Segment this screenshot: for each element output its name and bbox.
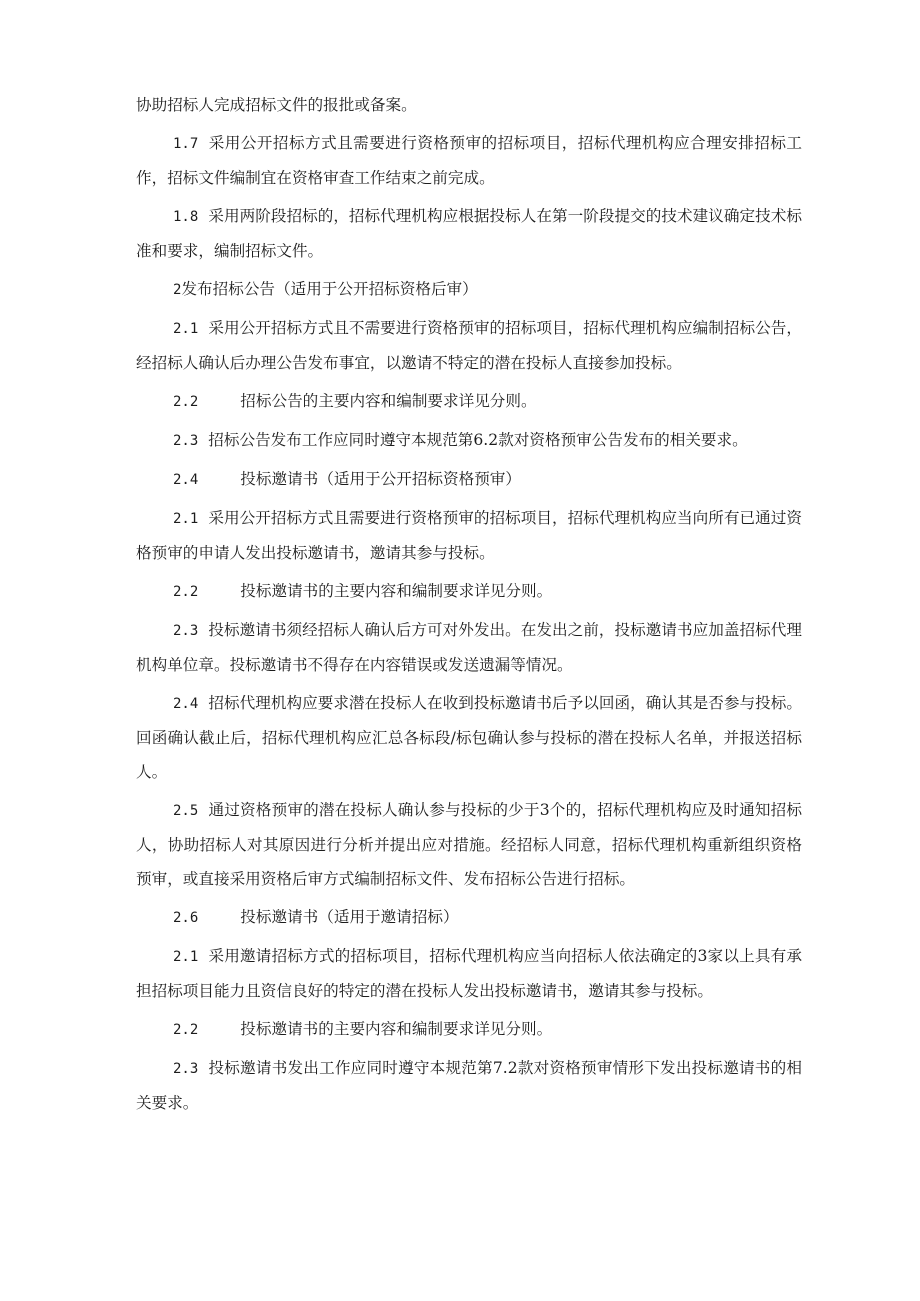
paragraph-text: 采用公开招标方式且不需要进行资格预审的招标项目，招标代理机构应编制招标公告，经招标人确认后办理公告发布事宜，以邀请不特定的潜在投标人直接参加投标。 <box>136 319 802 372</box>
paragraph-2-1 <box>136 939 802 1008</box>
section-number: 2.3 <box>173 433 199 449</box>
paragraph-2-3 <box>136 613 802 682</box>
paragraph-2-2 <box>136 384 802 419</box>
paragraph-text: 投标邀请书的主要内容和编制要求详见分则。 <box>240 582 553 600</box>
section-number: 2.4 <box>173 472 199 488</box>
paragraph-text: 招标公告的主要内容和编制要求详见分则。 <box>240 392 537 410</box>
section-number: 2 <box>173 282 182 298</box>
paragraph-1-7 <box>136 126 802 195</box>
section-number: 2.5 <box>173 803 199 819</box>
paragraph-2-2 <box>136 574 802 609</box>
section-heading-2-4 <box>136 462 802 497</box>
paragraph-2-3 <box>136 1051 802 1120</box>
paragraph-2-3 <box>136 423 802 458</box>
paragraph-text: 通过资格预审的潜在投标人确认参与投标的少于3个的，招标代理机构应及时通知招标人，协助招标人对其原因进行分析并提出应对措施。经招标人同意，招标代理机构重新组织资格预审，或直接采用资格后审方式编制招标文件、发布招标公告进行招标。 <box>136 801 802 888</box>
section-number: 2.4 <box>173 696 199 712</box>
section-number: 1.7 <box>173 136 199 152</box>
paragraph-text: 采用邀请招标方式的招标项目，招标代理机构应当向招标人依法确定的3家以上具有承担招标项目能力且资信良好的特定的潜在投标人发出投标邀请书，邀请其参与投标。 <box>136 947 802 1000</box>
paragraph-text: 采用公开招标方式且需要进行资格预审的招标项目，招标代理机构应合理安排招标工作，招标文件编制宜在资格审查工作结束之前完成。 <box>136 134 802 187</box>
section-number: 2.3 <box>173 1061 199 1077</box>
section-heading-text: 投标邀请书（适用于公开招标资格预审） <box>240 470 521 488</box>
paragraph-text: 采用两阶段招标的，招标代理机构应根据投标人在第一阶段提交的技术建议确定技术标准和要求，编制招标文件。 <box>136 207 802 260</box>
document-body <box>136 88 802 1124</box>
section-number: 2.1 <box>173 949 199 965</box>
paragraph-text: 协助招标人完成招标文件的报批或备案。 <box>136 96 417 114</box>
section-number: 2.2 <box>173 394 199 410</box>
paragraph-2-1 <box>136 501 802 570</box>
paragraph-text: 采用公开招标方式且需要进行资格预审的招标项目，招标代理机构应当向所有已通过资格预审的申请人发出投标邀请书，邀请其参与投标。 <box>136 509 802 562</box>
section-heading-text: 发布招标公告（适用于公开招标资格后审） <box>181 280 478 298</box>
section-heading-2 <box>136 272 802 307</box>
paragraph-text: 招标公告发布工作应同时遵守本规范第6.2款对资格预审公告发布的相关要求。 <box>208 431 748 449</box>
section-number: 1.8 <box>173 209 199 225</box>
section-number: 2.1 <box>173 511 199 527</box>
section-number: 2.1 <box>173 321 199 337</box>
section-heading-2-6 <box>136 900 802 935</box>
paragraph-2-5 <box>136 793 802 896</box>
paragraph-2-4 <box>136 686 802 789</box>
section-number: 2.3 <box>173 623 199 639</box>
section-number: 2.2 <box>173 1022 199 1038</box>
section-number: 2.6 <box>173 910 199 926</box>
paragraph-text: 招标代理机构应要求潜在投标人在收到投标邀请书后予以回函，确认其是否参与投标。回函确认截止后，招标代理机构应汇总各标段/标包确认参与投标的潜在投标人名单，并报送招标人。 <box>136 694 802 781</box>
paragraph-2-1 <box>136 311 802 380</box>
paragraph-2-2 <box>136 1012 802 1047</box>
section-heading-text: 投标邀请书（适用于邀请招标） <box>240 908 459 926</box>
section-number: 2.2 <box>173 584 199 600</box>
paragraph-text: 投标邀请书发出工作应同时遵守本规范第7.2款对资格预审情形下发出投标邀请书的相关要求。 <box>136 1059 802 1112</box>
paragraph <box>136 88 802 122</box>
paragraph-text: 投标邀请书的主要内容和编制要求详见分则。 <box>240 1020 553 1038</box>
paragraph-1-8 <box>136 199 802 268</box>
paragraph-text: 投标邀请书须经招标人确认后方可对外发出。在发出之前，投标邀请书应加盖招标代理机构单位章。投标邀请书不得存在内容错误或发送遗漏等情况。 <box>136 621 802 674</box>
